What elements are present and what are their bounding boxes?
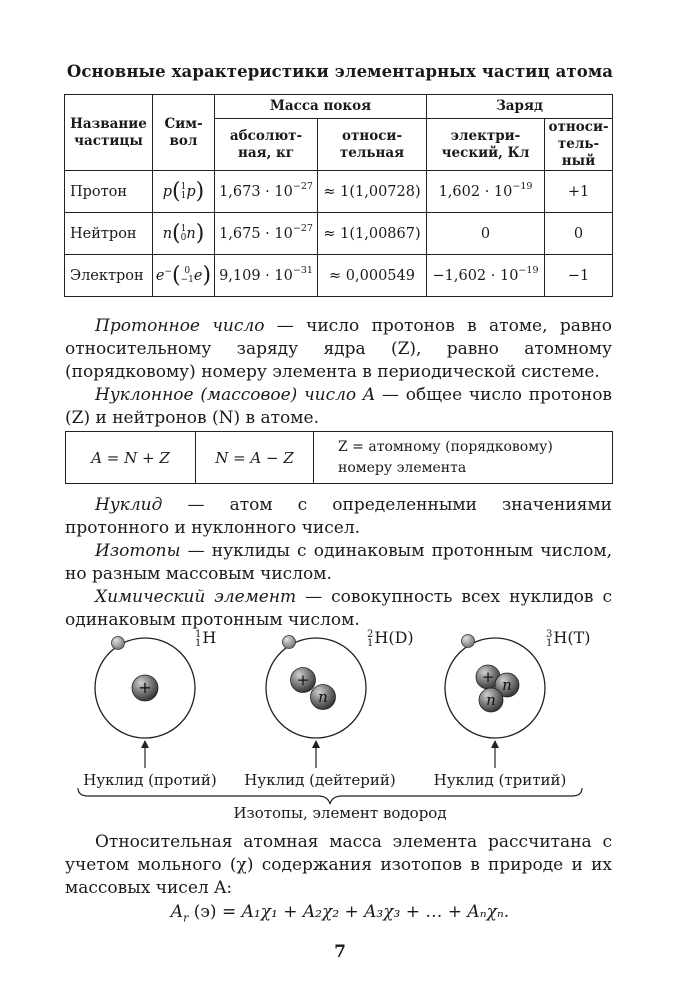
sym-inner: p [186, 184, 196, 200]
paragraph-isotopes: Изотопы — нуклиды с одинаковым протонным числом, но разным массовым числом. [65, 541, 612, 584]
paragraph-proton-number: Протонное число — число протонов в атоме, равно относительному заряду ядра (Z), равно атомному (порядковому) номеру элемента в периодической системе. [65, 316, 612, 382]
caption-protium: Нуклид (протий) [83, 771, 217, 789]
sym-top: 0 [184, 266, 191, 276]
isotopes-diagram [0, 620, 680, 820]
sym-inner: e [193, 268, 203, 284]
atomic-mass-formula: $A_r$ (э) = A₁χ₁ + A₂χ₂ + A₃χ₃ + … + Aₙχₙ. [170, 902, 510, 925]
equations-box [65, 431, 613, 484]
row-name: Электрон [65, 255, 153, 297]
table-title: Основные характеристики элементарных частиц атома [66, 62, 614, 81]
row-symbol: n(1 0n) [153, 213, 215, 255]
caption-deuterium: Нуклид (дейтерий) [244, 771, 396, 789]
electron [112, 637, 125, 650]
equation-a: A = N + Z [66, 432, 196, 484]
sym-letter: p [162, 184, 173, 200]
paragraph-atomic-mass: Относительная атомная масса элемента рассчитана с учетом мольного (χ) содержания изотопов в природе и их массовых чисел A: [65, 832, 612, 898]
row-mass-abs: $1,675 \cdot 10^{-27}$ [215, 213, 318, 255]
svg-text:+: + [481, 668, 495, 686]
row-charge-rel: +1 [545, 171, 613, 213]
electron [283, 636, 296, 649]
row-mass-rel: ≈ 0,000549 [318, 255, 427, 297]
row-charge-el: 0 [427, 213, 545, 255]
particles-table [64, 94, 613, 297]
table-row [65, 213, 613, 255]
row-name: Протон [65, 171, 153, 213]
sym-bot: −1 [180, 275, 194, 285]
svg-text:n: n [486, 691, 496, 709]
sym-top: 1 [180, 182, 187, 192]
term: Химический элемент [95, 587, 297, 607]
paragraph-element: Химический элемент — совокупность всех нуклидов с одинаковым протонным числом. [65, 587, 612, 630]
svg-text:+: + [296, 671, 310, 689]
row-charge-rel: −1 [545, 255, 613, 297]
term: Нуклид [95, 495, 163, 515]
equation-n: N = A − Z [196, 432, 314, 484]
proton-label: + [138, 678, 152, 697]
sym-letter: e [155, 268, 165, 284]
header-mass-abs: абсолют-ная, кг [215, 119, 318, 171]
group-caption: Изотопы, элемент водород [233, 804, 447, 822]
atom-deuterium [266, 636, 366, 769]
page-number: 7 [334, 942, 346, 962]
sym-sup: − [164, 267, 173, 277]
sym-letter: n [162, 226, 173, 242]
sym-bot: 0 [180, 233, 187, 243]
svg-text:n: n [502, 676, 512, 694]
caption-tritium: Нуклид (тритий) [433, 771, 567, 789]
sym-inner: n [186, 226, 196, 242]
group-brace [78, 788, 582, 804]
atom-protium [95, 637, 195, 769]
sym-top: 1 [180, 224, 187, 234]
isotope-label-tritium: 3 1H(T) [546, 628, 591, 649]
header-symbol: Сим-вол [153, 95, 215, 171]
header-mass-rel: относи-тельная [318, 119, 427, 171]
atom-tritium [445, 635, 545, 769]
row-mass-abs: $1,673 \cdot 10^{-27}$ [215, 171, 318, 213]
table-row [65, 171, 613, 213]
row-symbol: p(1 1p) [153, 171, 215, 213]
header-charge-el: электри-ческий, Кл [427, 119, 545, 171]
paragraph-nuclide: Нуклид — атом с определенными значениями протонного и нуклонного чисел. [65, 495, 612, 538]
table-row [65, 255, 613, 297]
row-mass-abs: $9,109 \cdot 10^{-31}$ [215, 255, 318, 297]
svg-text:n: n [318, 688, 328, 706]
term: Изотопы [95, 541, 181, 561]
isotope-label-deuterium: 2 1H(D) [367, 628, 414, 649]
sym-bot: 1 [180, 191, 187, 201]
row-mass-rel: ≈ 1(1,00728) [318, 171, 427, 213]
term: Нуклонное (массовое) число A [95, 385, 376, 405]
row-name: Нейтрон [65, 213, 153, 255]
header-mass: Масса покоя [215, 95, 427, 119]
electron [462, 635, 475, 648]
row-charge-rel: 0 [545, 213, 613, 255]
equation-z: Z = атомному (порядковому) номеру элемента [314, 432, 613, 484]
term: Протонное число [95, 316, 265, 336]
paragraph-mass-number: Нуклонное (массовое) число A — общее число протонов (Z) и нейтронов (N) в атоме. [65, 385, 612, 428]
header-charge-rel: относи-тель-ный [545, 119, 613, 171]
header-charge: Заряд [427, 95, 613, 119]
row-charge-el: $-1,602 \cdot 10^{-19}$ [427, 255, 545, 297]
row-symbol: e−( 0 −1e) [153, 255, 215, 297]
row-mass-rel: ≈ 1(1,00867) [318, 213, 427, 255]
isotope-label-protium: 1 1H [195, 628, 217, 649]
header-name: Название частицы [65, 95, 153, 171]
row-charge-el: $1,602 \cdot 10^{-19}$ [427, 171, 545, 213]
